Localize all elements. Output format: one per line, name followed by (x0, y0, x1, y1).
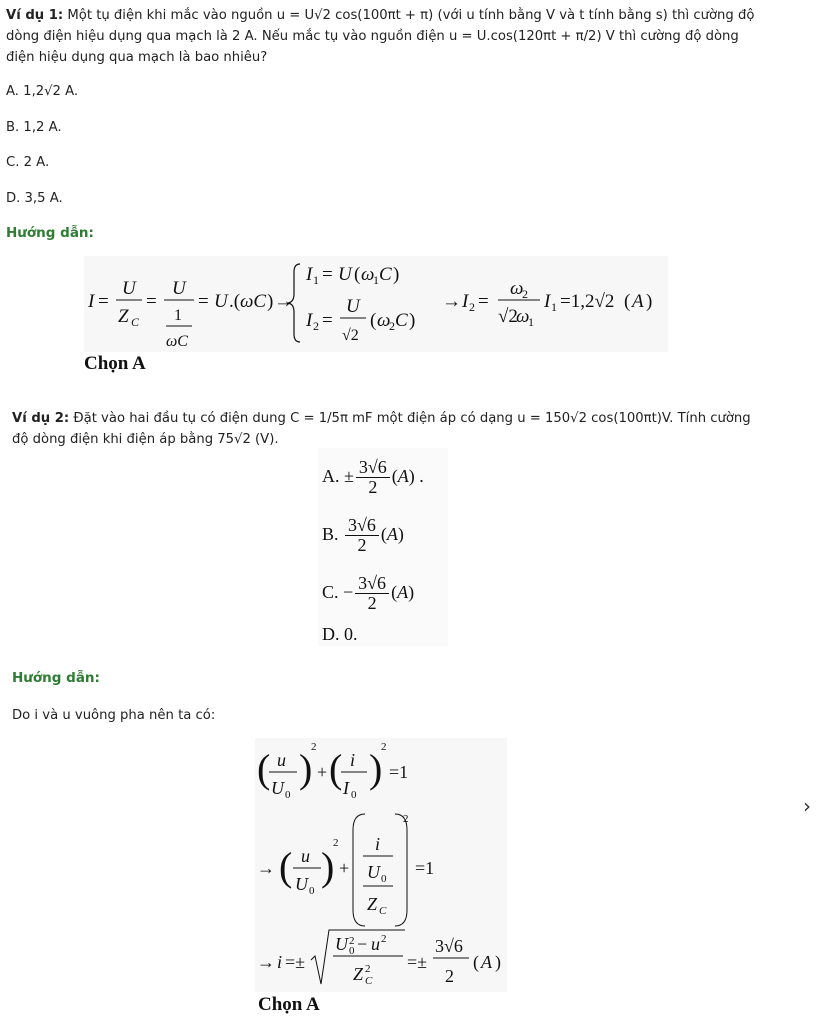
svg-text:2: 2 (522, 287, 528, 301)
ex1-choose-answer: Chọn A (84, 353, 146, 374)
svg-text:(: ( (257, 746, 271, 791)
svg-text:→: → (257, 858, 275, 878)
svg-text:C: C (365, 975, 373, 987)
svg-text:I: I (88, 291, 95, 312)
svg-text:ω: ω (377, 310, 391, 331)
svg-text:=: = (478, 291, 489, 312)
svg-text:0: 0 (351, 789, 357, 801)
svg-text:): ) (369, 746, 383, 791)
svg-text:(: ( (624, 291, 631, 312)
svg-text:I: I (544, 291, 551, 312)
svg-text:i: i (277, 952, 283, 972)
svg-text:=: = (322, 264, 333, 285)
svg-text:U: U (122, 278, 136, 299)
svg-text:u: u (301, 846, 310, 866)
svg-text:1: 1 (313, 273, 319, 287)
svg-text:): ) (409, 310, 416, 331)
svg-text:2: 2 (333, 837, 339, 849)
svg-text:2: 2 (381, 741, 387, 753)
svg-text:I: I (306, 310, 313, 331)
svg-text:1: 1 (174, 307, 182, 324)
svg-text:2: 2 (365, 963, 371, 975)
svg-text:ωC: ωC (240, 291, 267, 312)
svg-text:=±: =± (285, 952, 306, 972)
next-chevron-icon[interactable]: › (803, 794, 811, 818)
ex2-option-d: D. 0. (322, 624, 358, 644)
svg-text:): ) (267, 291, 274, 312)
svg-text:→: → (274, 291, 293, 312)
svg-text:Z: Z (367, 894, 378, 914)
svg-text:C: C (379, 905, 387, 917)
svg-text:2: 2 (403, 813, 409, 825)
svg-text:1: 1 (551, 300, 557, 314)
svg-text:A: A (632, 291, 644, 312)
ex1-label: Ví dụ 1: (6, 8, 64, 23)
svg-text:(: ( (329, 746, 343, 791)
svg-text:=: = (98, 291, 109, 312)
svg-text:(: ( (370, 310, 377, 331)
ex2-option-b: B. $\frac{3√6}{2}$ (A) (322, 515, 404, 555)
svg-text:U: U (295, 874, 308, 894)
svg-text:u: u (371, 934, 380, 954)
svg-text:(: ( (354, 264, 361, 285)
svg-text:0: 0 (285, 789, 291, 801)
svg-text:C: C (379, 264, 392, 285)
svg-text:U: U (172, 278, 186, 299)
svg-text:u: u (277, 750, 286, 770)
svg-text:ω: ω (361, 264, 375, 285)
svg-text:0: 0 (381, 873, 387, 885)
svg-text:I: I (306, 264, 313, 285)
svg-text:U: U (335, 934, 348, 954)
svg-text:U: U (271, 778, 284, 798)
svg-text:=1: =1 (389, 762, 409, 782)
ex2-intro: Do i và u vuông pha nên ta có: (12, 708, 216, 723)
svg-text:=: = (146, 291, 157, 312)
svg-text:C: C (131, 315, 140, 329)
svg-text:I: I (462, 291, 469, 312)
svg-text:Z: Z (353, 964, 364, 984)
svg-text:): ) (393, 264, 400, 285)
ex2-option-c: C. − $\frac{3√6}{2}$ (A) (322, 573, 415, 613)
svg-text:=±: =± (407, 952, 428, 972)
svg-text:ω: ω (516, 306, 530, 327)
svg-text:=1,2√2: =1,2√2 (560, 291, 615, 312)
svg-text:): ) (299, 746, 313, 791)
ex2-derivation-image (255, 738, 507, 992)
ex2-guide-heading: Hướng dẫn: (12, 670, 100, 686)
svg-text:ω: ω (510, 278, 524, 299)
ex1-option-b: B. 1,2 A. (6, 120, 62, 135)
svg-text:=: = (198, 291, 209, 312)
ex2-label: Ví dụ 2: (12, 411, 70, 426)
svg-text:(: ( (279, 844, 293, 889)
ex1-line-3: điện hiệu dụng qua mạch là bao nhiêu? (6, 50, 268, 65)
svg-text:ωC: ωC (166, 333, 188, 350)
svg-text:.(: .( (229, 291, 241, 312)
svg-text:→: → (442, 291, 461, 312)
svg-text:): ) (646, 291, 653, 312)
ex1-option-a: A. 1,2√2 A. (6, 84, 79, 99)
ex2-option-a: A. ± $\frac{3√6}{2}$ (A) . (322, 457, 424, 497)
svg-text:2: 2 (389, 319, 395, 333)
svg-text:=: = (322, 310, 333, 331)
svg-text:+: + (339, 858, 350, 878)
svg-text:=1: =1 (415, 858, 435, 878)
ex1-line-2: dòng điện hiệu dụng qua mạch là 2 A. Nếu mắc tụ vào nguồn điện u = U.cos(120πt + π/2) V thì cường độ dòng (6, 29, 739, 44)
svg-text:2: 2 (381, 933, 387, 945)
ex2-choose-answer: Chọn A (258, 994, 320, 1015)
svg-text:2: 2 (445, 966, 454, 986)
svg-text:√2: √2 (342, 327, 359, 344)
svg-text:√2: √2 (498, 306, 518, 327)
svg-text:−: − (357, 934, 368, 954)
svg-text:1: 1 (528, 315, 534, 329)
ex1-option-d: D. 3,5 A. (6, 191, 63, 206)
ex2-line-2: độ dòng điện khi điện áp bằng 75√2 (V). (12, 432, 279, 447)
svg-text:0: 0 (309, 885, 315, 897)
svg-text:): ) (495, 952, 501, 972)
svg-text:1: 1 (373, 273, 379, 287)
ex1-formula-image (84, 256, 668, 352)
svg-text:U: U (338, 264, 352, 285)
svg-text:A: A (481, 952, 492, 972)
svg-text:C: C (395, 310, 408, 331)
ex1-guide-heading: Hướng dẫn: (6, 225, 94, 241)
svg-text:I: I (343, 778, 349, 798)
svg-text:U: U (214, 291, 228, 312)
svg-text:+: + (317, 762, 328, 782)
svg-text:2: 2 (469, 300, 475, 314)
svg-text:(: ( (473, 952, 479, 972)
svg-text:Z: Z (118, 306, 129, 327)
svg-text:U: U (346, 296, 360, 317)
ex2-line-1: Ví dụ 2: Đặt vào hai đầu tụ có điện dung C = 1/5π mF một điện áp có dạng u = 150√2 cos(100πt)V. Tính cường (12, 411, 751, 426)
svg-text:2: 2 (349, 935, 355, 947)
svg-text:i: i (350, 750, 356, 770)
ex2-options-image (318, 448, 448, 646)
svg-text:0: 0 (349, 945, 355, 957)
svg-text:U: U (367, 862, 380, 882)
ex1-line-1: Ví dụ 1: Một tụ điện khi mắc vào nguồn u = U√2 cos(100πt + π) (với u tính bằng V và t tính bằng s) thì cường độ (6, 8, 755, 23)
svg-text:2: 2 (311, 741, 317, 753)
svg-text:→: → (257, 952, 275, 972)
svg-text:i: i (375, 834, 381, 854)
svg-text:3√6: 3√6 (435, 936, 463, 956)
svg-text:2: 2 (313, 319, 319, 333)
ex1-option-c: C. 2 A. (6, 155, 50, 170)
svg-text:): ) (321, 844, 335, 889)
